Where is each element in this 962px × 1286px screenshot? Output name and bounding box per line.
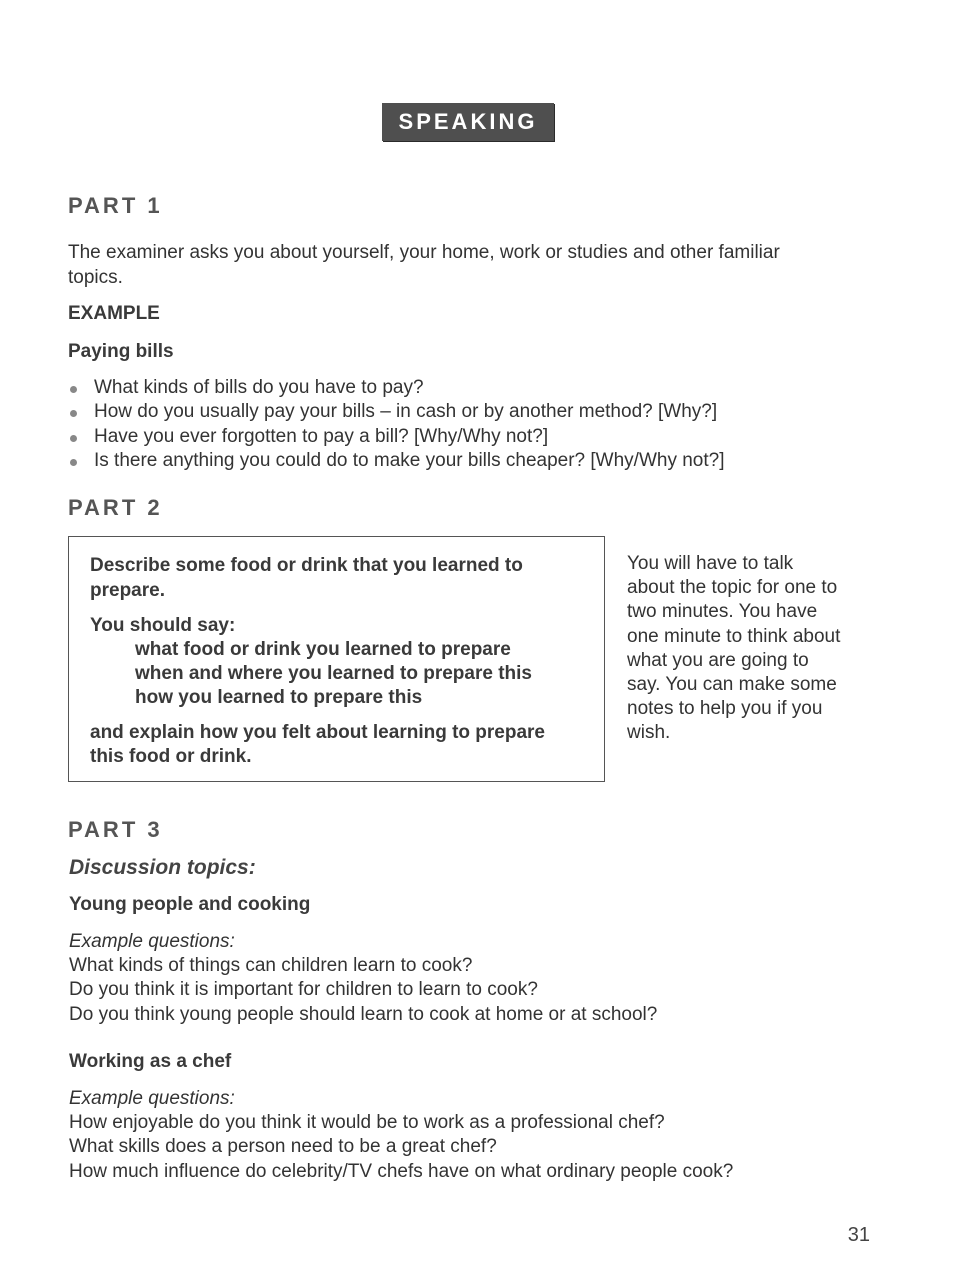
cue-card-point: when and where you learned to prepare this — [135, 663, 532, 684]
part2-heading: PART 2 — [68, 495, 163, 520]
part3-topic-questions — [69, 1087, 733, 1184]
part3-discussion-label: Discussion topics: — [69, 856, 256, 879]
cue-card-point: how you learned to prepare this — [135, 687, 423, 708]
part1-example-label: EXAMPLE — [68, 303, 160, 324]
example-questions-label: Example questions: — [69, 1088, 235, 1109]
part1-topic: Paying bills — [68, 341, 174, 362]
part1-heading: PART 1 — [68, 193, 163, 218]
example-questions-label: Example questions: — [69, 931, 235, 952]
cue-card-explain-line1: and explain how you felt about learning to prepare — [90, 722, 545, 743]
list-item: How enjoyable do you think it would be to work as a professional chef? — [69, 1112, 665, 1134]
cue-card-explain-line2: this food or drink. — [90, 746, 252, 767]
bullet-icon — [70, 386, 77, 393]
part3-topic-title: Working as a chef — [69, 1051, 232, 1072]
part3-topic-questions — [69, 930, 657, 1027]
part1-intro: The examiner asks you about yourself, your home, work or studies and other familiar topics. — [68, 242, 780, 288]
bullet-icon — [70, 435, 77, 442]
cue-card-task-line1: Describe some food or drink that you learned to — [90, 555, 523, 576]
list-item: How do you usually pay your bills – in cash or by another method? [Why?] — [68, 400, 725, 424]
bullet-icon — [70, 459, 77, 466]
list-item: What kinds of bills do you have to pay? — [68, 376, 725, 400]
section-banner: SPEAKING — [382, 103, 554, 141]
list-item: Do you think it is important for children to learn to cook? — [69, 979, 538, 1001]
cue-card — [68, 536, 605, 782]
part2-side-note: You will have to talk about the topic for one to two minutes. You have one minute to think about what you are going to say. You can make some notes to help you if you wish. — [627, 553, 841, 744]
list-item: What skills does a person need to be a great chef? — [69, 1136, 497, 1158]
list-item: How much influence do celebrity/TV chefs have on what ordinary people cook? — [69, 1160, 734, 1182]
list-item: What kinds of things can children learn to cook? — [69, 955, 473, 977]
list-item: Do you think young people should learn to cook at home or at school? — [69, 1003, 658, 1025]
bullet-icon — [70, 410, 77, 417]
part3-heading: PART 3 — [68, 817, 163, 842]
cue-card-point: what food or drink you learned to prepare — [135, 639, 511, 660]
list-item: Is there anything you could do to make your bills cheaper? [Why/Why not?] — [68, 449, 725, 473]
list-item: Have you ever forgotten to pay a bill? [Why/Why not?] — [68, 425, 725, 449]
part1-question-list — [68, 376, 725, 473]
part3-topic-title: Young people and cooking — [69, 894, 311, 915]
page-number: 31 — [847, 1224, 870, 1246]
cue-card-should-say: You should say: — [90, 615, 236, 636]
cue-card-task-line2: prepare. — [90, 580, 165, 601]
